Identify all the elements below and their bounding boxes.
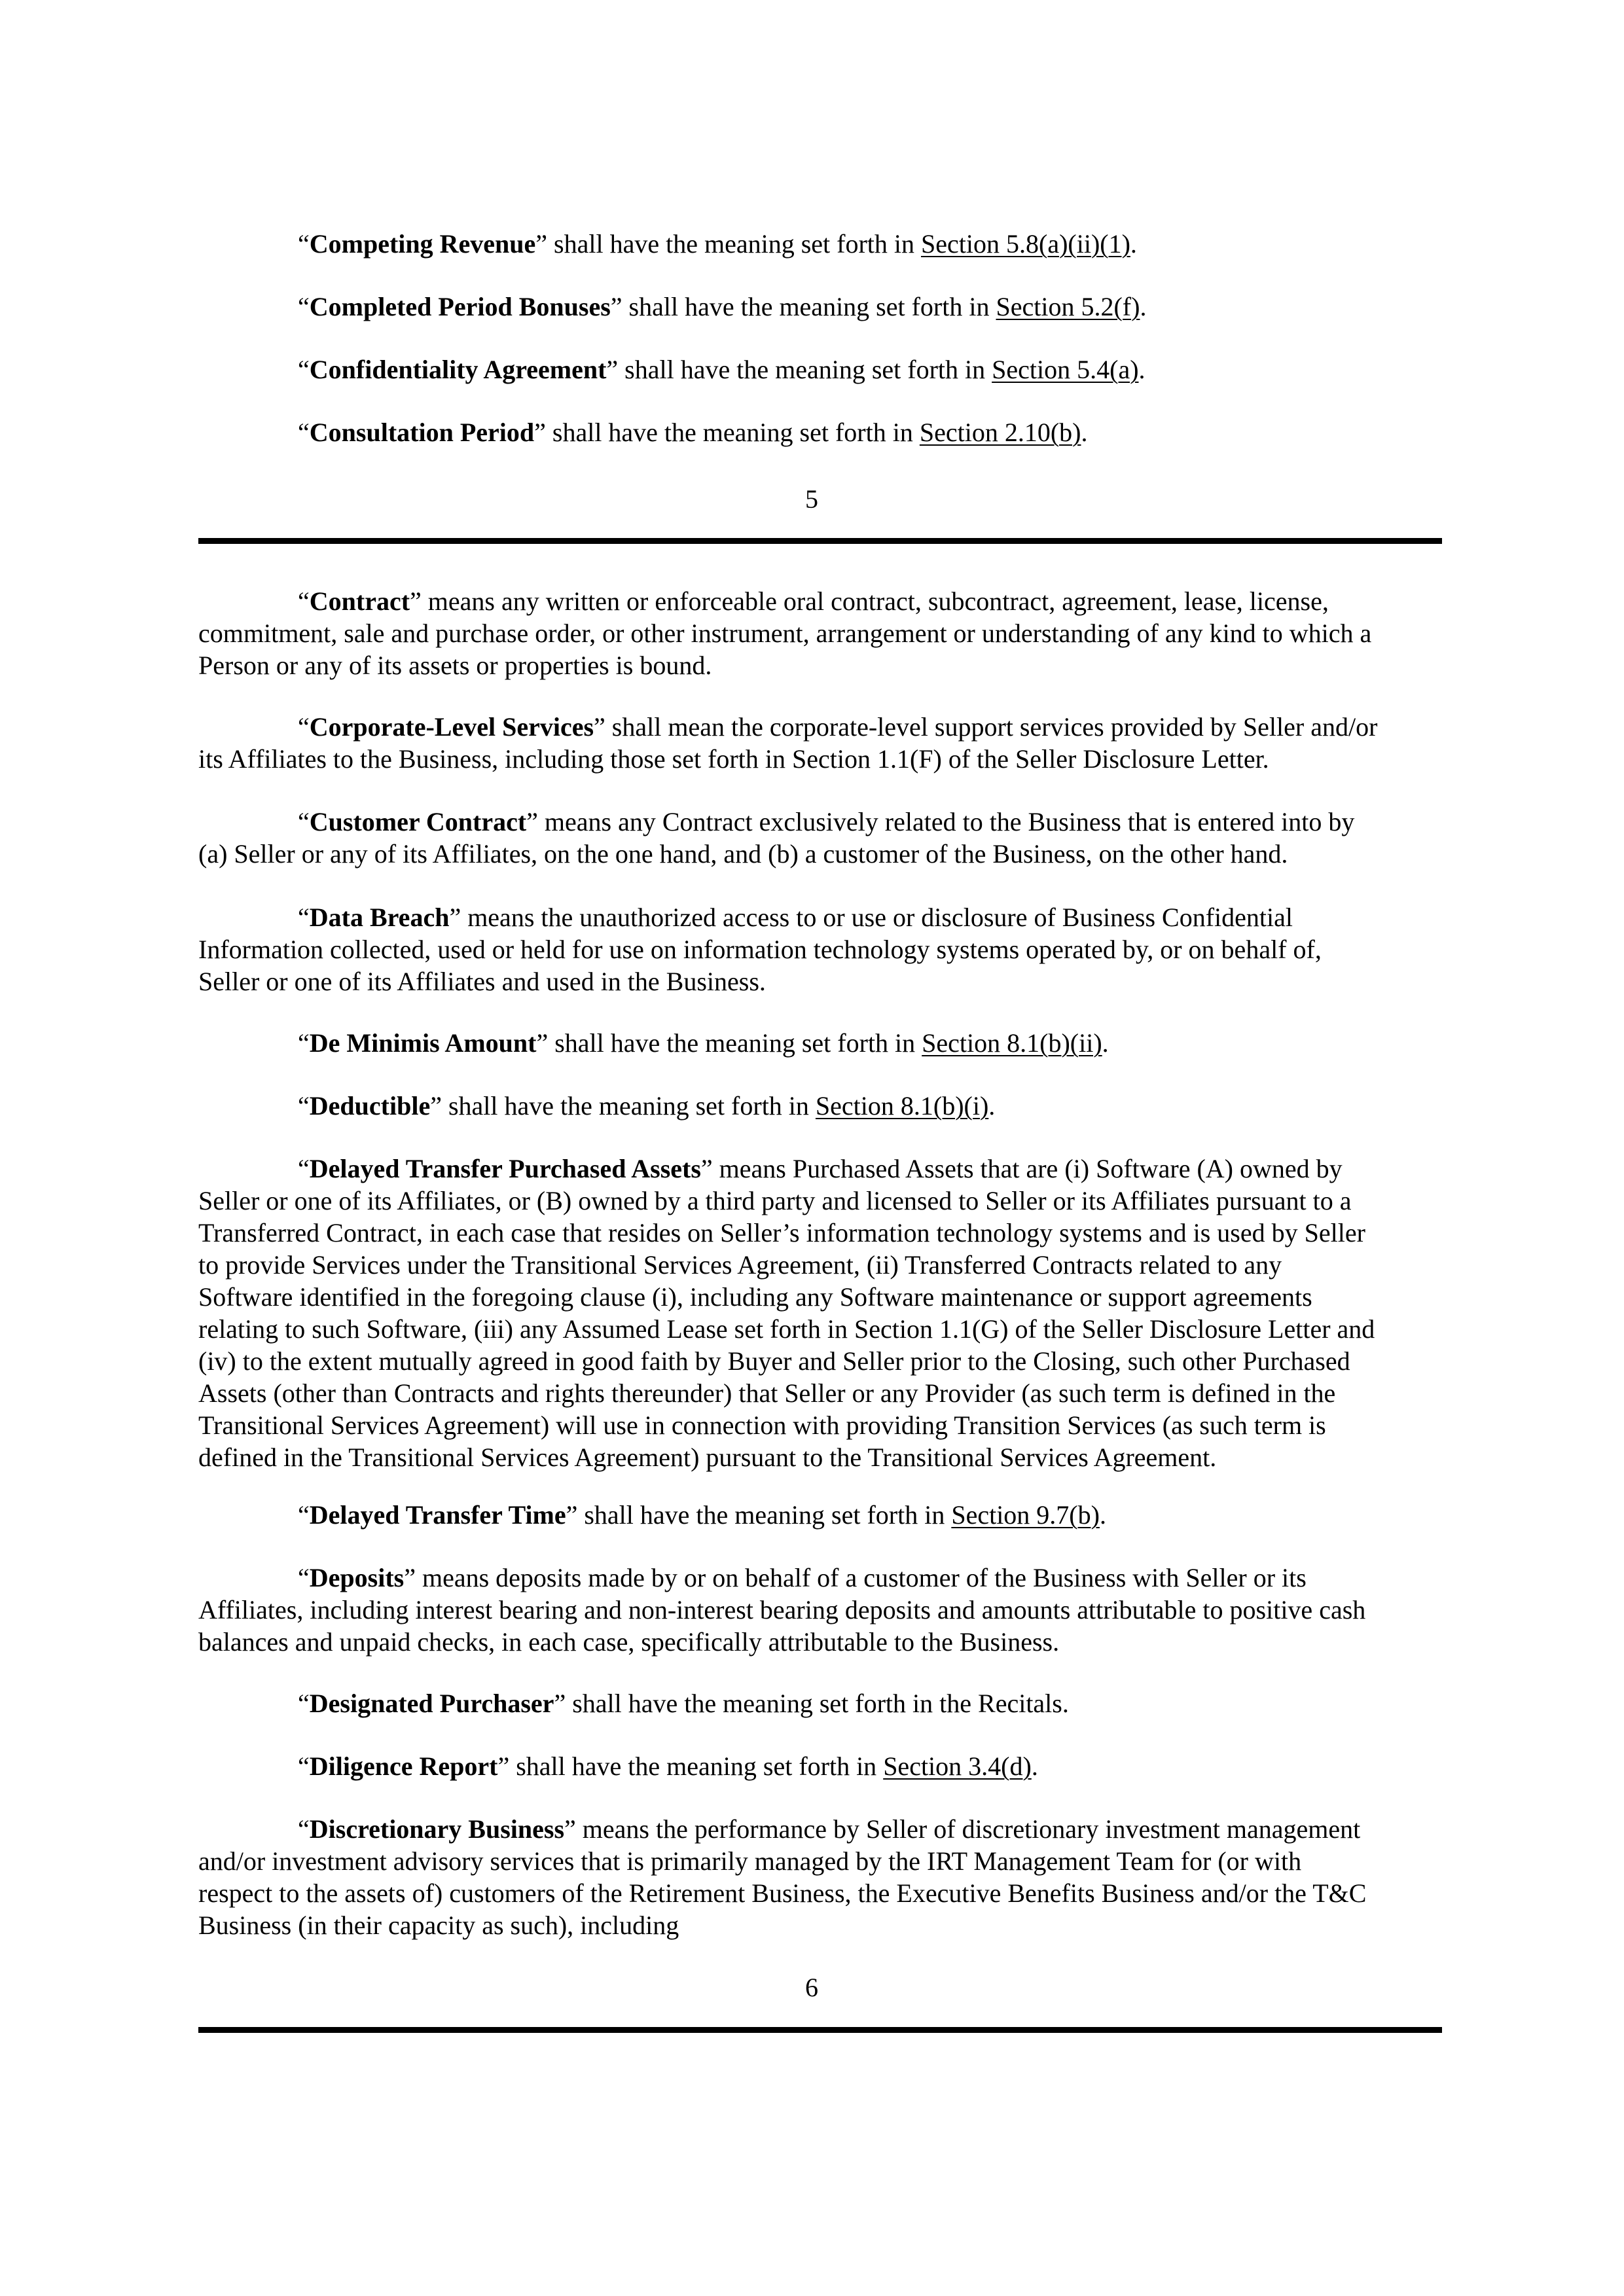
open-quote: “ (298, 1563, 310, 1592)
definition-text: Affiliates, including interest bearing and non-interest bearing deposits and amounts attributable to positive cash (198, 1595, 1366, 1624)
definition-text: its Affiliates to the Business, including those set forth in Section 1.1(F) of the Seller Disclosure Letter. (198, 744, 1269, 774)
definition-text: ” shall have the meaning set forth in (566, 1500, 952, 1530)
defined-term: Corporate-Level Services (309, 712, 594, 742)
open-quote: “ (298, 903, 310, 932)
definition-text: ” shall have the meaning set forth in (610, 292, 996, 321)
definition-text: ” means the performance by Seller of discretionary investment management (564, 1814, 1361, 1844)
defined-term: Deductible (309, 1091, 431, 1121)
defined-term: Deposits (309, 1563, 405, 1592)
defined-term: Competing Revenue (309, 229, 536, 259)
definition-deposits (198, 1562, 1442, 1658)
page-divider (198, 538, 1442, 544)
definition-text: to provide Services under the Transitional Services Agreement, (ii) Transferred Contracts related to any (198, 1250, 1282, 1280)
section-reference-link[interactable]: Section 3.4(d) (883, 1751, 1032, 1781)
open-quote: “ (298, 1751, 310, 1781)
period: . (1140, 292, 1147, 321)
definition-completed-period-bonuses (298, 291, 1443, 323)
definition-delayed-transfer-purchased-assets (198, 1153, 1442, 1473)
definition-text: commitment, sale and purchase order, or other instrument, arrangement or understanding of any kind to which a (198, 619, 1372, 648)
definition-text: balances and unpaid checks, in each case, specifically attributable to the Business. (198, 1627, 1060, 1657)
definition-text: respect to the assets of) customers of the Retirement Business, the Executive Benefits Business and/or the T&C (198, 1878, 1367, 1908)
period: . (1031, 1751, 1038, 1781)
definition-de-minimis-amount (298, 1027, 1443, 1060)
definition-text: ” means any Contract exclusively related to the Business that is entered into by (526, 807, 1355, 836)
definition-text: and/or investment advisory services that is primarily managed by the IRT Management Team for (or with (198, 1846, 1302, 1876)
open-quote: “ (298, 1028, 310, 1058)
definition-text: ” shall have the meaning set forth in the Recitals. (554, 1689, 1069, 1718)
definition-contract (198, 585, 1442, 681)
open-quote: “ (298, 712, 310, 742)
defined-term: Data Breach (309, 903, 450, 932)
page-number: 6 (805, 1973, 818, 2002)
definition-customer-contract (198, 806, 1442, 870)
definition-text: ” shall mean the corporate-level support services provided by Seller and/or (594, 712, 1378, 742)
page-divider (198, 2027, 1442, 2033)
definition-diligence-report (298, 1750, 1443, 1783)
definition-text: (a) Seller or any of its Affiliates, on the one hand, and (b) a customer of the Business, on the other hand. (198, 839, 1288, 869)
definition-consultation-period (298, 416, 1443, 449)
definition-text: ” means any written or enforceable oral contract, subcontract, agreement, lease, license, (410, 586, 1329, 616)
defined-term: Diligence Report (309, 1751, 498, 1781)
defined-term: Customer Contract (309, 807, 527, 836)
open-quote: “ (298, 229, 310, 259)
open-quote: “ (298, 586, 310, 616)
definition-text: relating to such Software, (iii) any Assumed Lease set forth in Section 1.1(G) of the Seller Disclosure Letter and (198, 1314, 1375, 1344)
definition-text: Assets (other than Contracts and rights thereunder) that Seller or any Provider (as such term is defined in the (198, 1378, 1336, 1408)
definition-delayed-transfer-time (298, 1499, 1443, 1532)
definition-designated-purchaser (298, 1687, 1443, 1720)
definition-data-breach (198, 901, 1442, 997)
definition-text: Business (in their capacity as such), including (198, 1910, 679, 1940)
definition-text: ” shall have the meaning set forth in (534, 418, 920, 447)
definition-competing-revenue (298, 228, 1443, 260)
definition-text: defined in the Transitional Services Agreement) pursuant to the Transitional Services Agreement. (198, 1443, 1217, 1472)
definition-confidentiality-agreement (298, 353, 1443, 386)
defined-term: Completed Period Bonuses (309, 292, 611, 321)
definition-text: ” means deposits made by or on behalf of a customer of the Business with Seller or its (404, 1563, 1307, 1592)
defined-term: Designated Purchaser (309, 1689, 554, 1718)
section-reference-link[interactable]: Section 2.10(b) (919, 418, 1081, 447)
defined-term: Delayed Transfer Purchased Assets (309, 1154, 701, 1183)
open-quote: “ (298, 807, 310, 836)
open-quote: “ (298, 1091, 310, 1121)
open-quote: “ (298, 1814, 310, 1844)
period: . (1130, 229, 1137, 259)
period: . (988, 1091, 996, 1121)
page-number: 5 (805, 484, 818, 514)
section-reference-link[interactable]: Section 9.7(b) (951, 1500, 1100, 1530)
definition-text: ” shall have the meaning set forth in (535, 229, 922, 259)
definition-text: ” shall have the meaning set forth in (430, 1091, 816, 1121)
period: . (1081, 418, 1088, 447)
defined-term: Consultation Period (309, 418, 535, 447)
open-quote: “ (298, 1154, 310, 1183)
section-reference-link[interactable]: Section 5.2(f) (996, 292, 1140, 321)
defined-term: Confidentiality Agreement (309, 355, 607, 384)
definition-text: ” means Purchased Assets that are (i) Software (A) owned by (700, 1154, 1343, 1183)
definition-text: Transferred Contract, in each case that resides on Seller’s information technology systems and is used by Seller (198, 1218, 1365, 1247)
definition-text: ” shall have the meaning set forth in (606, 355, 992, 384)
definition-discretionary-business (198, 1813, 1442, 1941)
definition-deductible (298, 1090, 1443, 1122)
section-reference-link[interactable]: Section 5.4(a) (992, 355, 1139, 384)
defined-term: Contract (309, 586, 410, 616)
definition-text: Information collected, used or held for use on information technology systems operated by, or on behalf of, (198, 935, 1322, 964)
defined-term: Delayed Transfer Time (309, 1500, 566, 1530)
open-quote: “ (298, 292, 310, 321)
definition-corporate-level-services (198, 711, 1442, 775)
open-quote: “ (298, 1500, 310, 1530)
section-reference-link[interactable]: Section 8.1(b)(i) (815, 1091, 989, 1121)
definition-text: Seller or one of its Affiliates, or (B) owned by a third party and licensed to Seller or its Affiliates pursuant to a (198, 1186, 1352, 1215)
defined-term: De Minimis Amount (309, 1028, 537, 1058)
definition-text: Seller or one of its Affiliates and used in the Business. (198, 967, 766, 996)
period: . (1138, 355, 1146, 384)
period: . (1099, 1500, 1106, 1530)
definition-text: ” shall have the meaning set forth in (536, 1028, 922, 1058)
definition-text: (iv) to the extent mutually agreed in good faith by Buyer and Seller prior to the Closing, such other Purchased (198, 1346, 1350, 1376)
definition-text: Person or any of its assets or properties is bound. (198, 651, 712, 680)
open-quote: “ (298, 355, 310, 384)
definition-text: Software identified in the foregoing clause (i), including any Software maintenance or support agreements (198, 1282, 1312, 1312)
section-reference-link[interactable]: Section 5.8(a)(ii)(1) (921, 229, 1130, 259)
definition-text: Transitional Services Agreement) will use in connection with providing Transition Services (as such term is (198, 1410, 1326, 1440)
definition-text: ” means the unauthorized access to or use or disclosure of Business Confidential (449, 903, 1293, 932)
definition-text: ” shall have the meaning set forth in (497, 1751, 884, 1781)
open-quote: “ (298, 1689, 310, 1718)
open-quote: “ (298, 418, 310, 447)
section-reference-link[interactable]: Section 8.1(b)(ii) (922, 1028, 1102, 1058)
defined-term: Discretionary Business (309, 1814, 565, 1844)
period: . (1102, 1028, 1109, 1058)
